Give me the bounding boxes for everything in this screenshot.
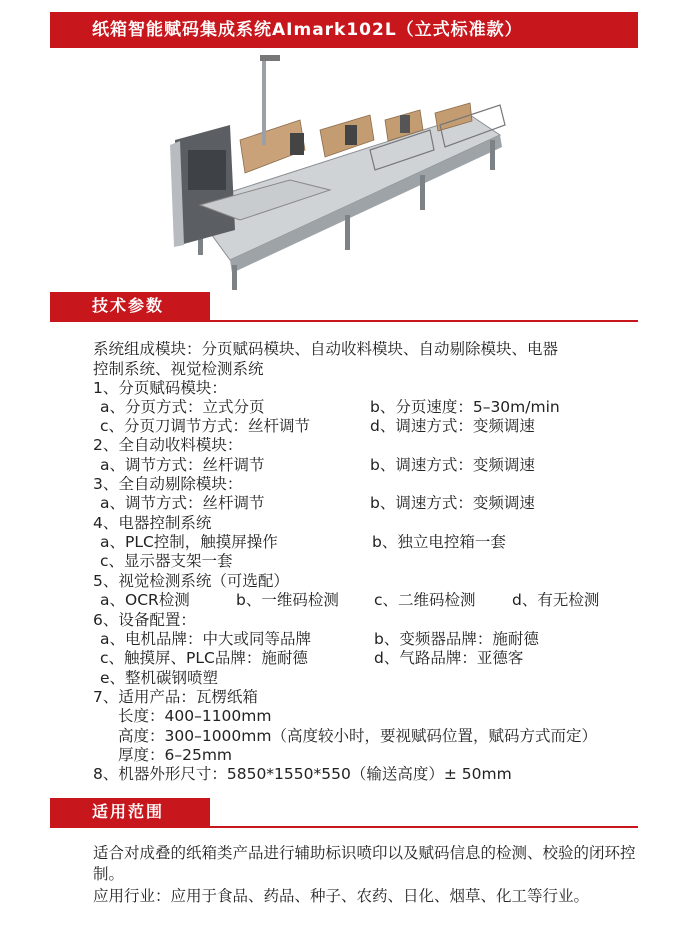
module-8-dimensions: 8、机器外形尺寸：5850*1550*550（输送高度）± 50mm [93, 765, 512, 783]
scope-paragraph-2: 应用行业：应用于食品、药品、种子、农药、日化、烟草、化工等行业。 [93, 887, 590, 905]
module-5-a: a、OCR检测 [100, 591, 190, 609]
scope-header [50, 798, 638, 828]
module-6-e: e、整机碳钢喷塑 [100, 669, 219, 687]
module-1-c: c、分页刀调节方式：丝杆调节 [100, 417, 311, 435]
module-3-title: 3、全自动剔除模块： [93, 475, 243, 493]
module-7-height: 高度：300–1000mm（高度较小时，要视赋码位置，赋码方式而定） [118, 727, 597, 745]
machine-image [170, 55, 515, 290]
module-6-d: d、气路品牌：亚德客 [374, 649, 524, 667]
system-intro-line-2: 控制系统、视觉检测系统 [93, 360, 264, 378]
module-6-b: b、变频器品牌：施耐德 [374, 630, 539, 648]
module-7-title: 7、适用产品：瓦楞纸箱 [93, 688, 258, 706]
module-2-title: 2、全自动收料模块： [93, 436, 243, 454]
tech-params-header [50, 292, 638, 322]
module-1-d: d、调速方式：变频调速 [370, 417, 535, 435]
system-intro-line-1: 系统组成模块：分页赋码模块、自动收料模块、自动剔除模块、电器 [93, 340, 559, 358]
module-4-a: a、PLC控制，触摸屏操作 [100, 533, 278, 551]
scope-title: 适用范围 [50, 798, 210, 826]
scope-paragraph-1: 适合对成叠的纸箱类产品进行辅助标识喷印以及赋码信息的检测、校验的闭环控制。 [93, 844, 636, 883]
module-3-a: a、调节方式：丝杆调节 [100, 494, 265, 512]
module-6-a: a、电机品牌：中大或同等品牌 [100, 630, 311, 648]
module-4-title: 4、电器控制系统 [93, 514, 212, 532]
module-4-b: b、独立电控箱一套 [372, 533, 506, 551]
module-6-c: c、触摸屏、PLC品牌：施耐德 [100, 649, 308, 667]
module-2-a: a、调节方式：丝杆调节 [100, 456, 265, 474]
page-title: 纸箱智能赋码集成系统AImark102L（立式标准款） [50, 12, 638, 48]
module-3-b: b、调速方式：变频调速 [370, 494, 535, 512]
module-1-title: 1、分页赋码模块： [93, 379, 227, 397]
module-5-title: 5、视觉检测系统（可选配） [93, 572, 289, 590]
module-6-title: 6、设备配置： [93, 611, 196, 629]
module-7-thickness: 厚度：6–25mm [118, 746, 233, 764]
module-5-b: b、一维码检测 [236, 591, 339, 609]
module-5-d: d、有无检测 [512, 591, 600, 609]
module-7-length: 长度：400–1100mm [118, 707, 272, 725]
module-4-c: c、显示器支架一套 [100, 552, 233, 570]
module-2-b: b、调速方式：变频调速 [370, 456, 535, 474]
module-1-b: b、分页速度：5–30m/min [370, 398, 560, 416]
module-1-a: a、分页方式：立式分页 [100, 398, 265, 416]
module-5-c: c、二维码检测 [374, 591, 476, 609]
tech-params-title: 技术参数 [50, 292, 210, 320]
